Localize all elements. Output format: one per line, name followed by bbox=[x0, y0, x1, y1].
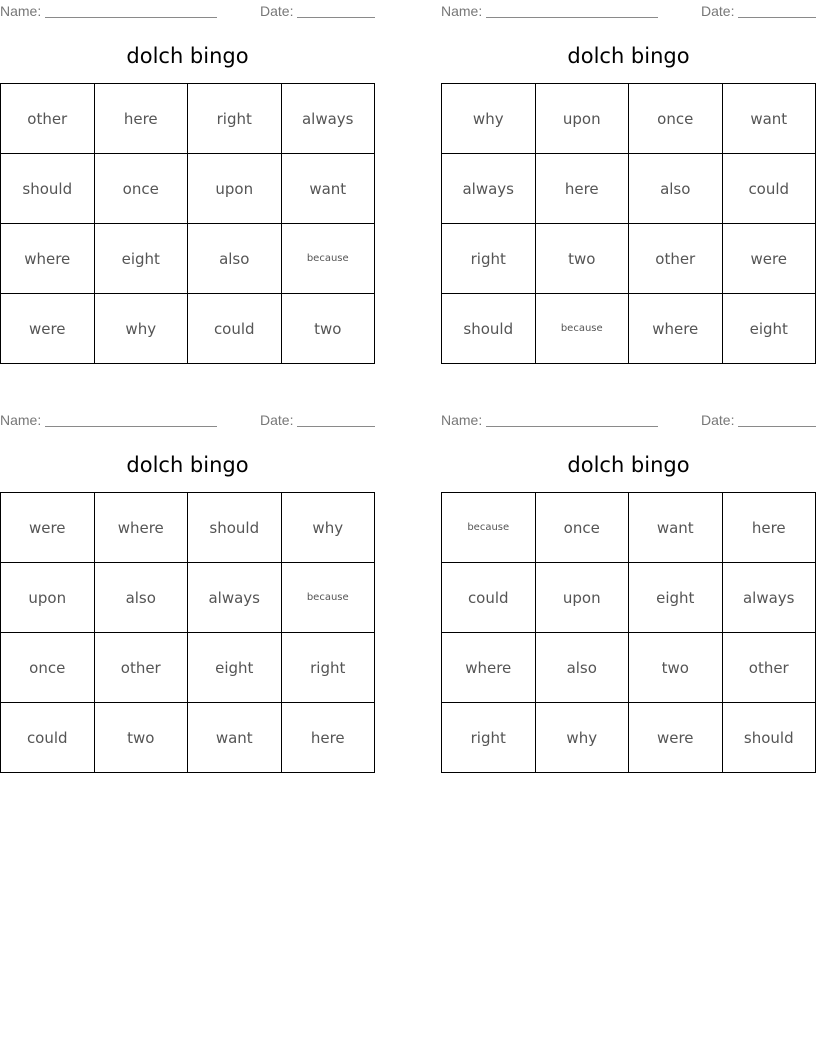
bingo-cell: two bbox=[536, 224, 630, 294]
name-blank-line bbox=[486, 17, 658, 18]
card-title: dolch bingo bbox=[126, 44, 249, 68]
bingo-cell: should bbox=[723, 703, 816, 773]
name-date-header bbox=[0, 3, 375, 19]
name-label: Name: bbox=[0, 412, 42, 428]
bingo-cell: should bbox=[442, 294, 536, 364]
bingo-grid bbox=[0, 492, 375, 773]
bingo-cell: where bbox=[95, 493, 189, 563]
bingo-cell: also bbox=[536, 633, 630, 703]
bingo-cell: upon bbox=[536, 563, 630, 633]
bingo-cell: two bbox=[629, 633, 723, 703]
bingo-cell: were bbox=[1, 493, 95, 563]
bingo-cell: once bbox=[629, 84, 723, 154]
bingo-cell: because bbox=[536, 294, 630, 364]
name-label: Name: bbox=[0, 3, 42, 19]
bingo-cell: also bbox=[188, 224, 282, 294]
bingo-cell: were bbox=[629, 703, 723, 773]
bingo-cell: were bbox=[723, 224, 816, 294]
bingo-cell: want bbox=[629, 493, 723, 563]
bingo-cell: right bbox=[188, 84, 282, 154]
bingo-cell: want bbox=[723, 84, 816, 154]
bingo-cell: where bbox=[442, 633, 536, 703]
bingo-cell: should bbox=[1, 154, 95, 224]
bingo-cell: upon bbox=[188, 154, 282, 224]
bingo-cell: right bbox=[442, 224, 536, 294]
bingo-cell: always bbox=[442, 154, 536, 224]
date-label: Date: bbox=[260, 3, 294, 19]
bingo-cell: eight bbox=[629, 563, 723, 633]
bingo-cell: here bbox=[723, 493, 816, 563]
bingo-cell: eight bbox=[188, 633, 282, 703]
bingo-cell: where bbox=[629, 294, 723, 364]
bingo-cell: eight bbox=[95, 224, 189, 294]
card-title: dolch bingo bbox=[567, 453, 690, 477]
bingo-cell: two bbox=[95, 703, 189, 773]
date-blank-line bbox=[297, 17, 375, 18]
bingo-cell: could bbox=[442, 563, 536, 633]
name-date-header bbox=[0, 412, 375, 428]
date-label: Date: bbox=[701, 412, 735, 428]
bingo-cell: eight bbox=[723, 294, 816, 364]
date-blank-line bbox=[297, 426, 375, 427]
bingo-card-2 bbox=[441, 0, 816, 364]
name-blank-line bbox=[45, 426, 217, 427]
bingo-cell: could bbox=[723, 154, 816, 224]
bingo-cell: because bbox=[282, 224, 376, 294]
bingo-cell: want bbox=[282, 154, 376, 224]
bingo-cell: also bbox=[629, 154, 723, 224]
bingo-cell: always bbox=[723, 563, 816, 633]
date-blank-line bbox=[738, 17, 816, 18]
bingo-cell: want bbox=[188, 703, 282, 773]
date-blank-line bbox=[738, 426, 816, 427]
name-blank-line bbox=[486, 426, 658, 427]
bingo-cell: other bbox=[629, 224, 723, 294]
bingo-cell: why bbox=[442, 84, 536, 154]
date-label: Date: bbox=[701, 3, 735, 19]
bingo-cell: were bbox=[1, 294, 95, 364]
bingo-card-3 bbox=[0, 409, 375, 773]
bingo-cell: because bbox=[442, 493, 536, 563]
bingo-cell: should bbox=[188, 493, 282, 563]
bingo-grid bbox=[0, 83, 375, 364]
name-label: Name: bbox=[441, 412, 483, 428]
bingo-cell: why bbox=[95, 294, 189, 364]
bingo-cell: right bbox=[282, 633, 376, 703]
name-date-header bbox=[441, 3, 816, 19]
bingo-grid bbox=[441, 492, 816, 773]
name-date-header bbox=[441, 412, 816, 428]
card-title: dolch bingo bbox=[567, 44, 690, 68]
bingo-cell: because bbox=[282, 563, 376, 633]
bingo-cell: where bbox=[1, 224, 95, 294]
bingo-cell: other bbox=[723, 633, 816, 703]
bingo-cell: here bbox=[536, 154, 630, 224]
bingo-cell: why bbox=[536, 703, 630, 773]
bingo-cell: why bbox=[282, 493, 376, 563]
bingo-cell: could bbox=[1, 703, 95, 773]
bingo-cell: always bbox=[282, 84, 376, 154]
card-title: dolch bingo bbox=[126, 453, 249, 477]
bingo-cell: other bbox=[95, 633, 189, 703]
bingo-cell: here bbox=[95, 84, 189, 154]
bingo-grid bbox=[441, 83, 816, 364]
bingo-cell: upon bbox=[536, 84, 630, 154]
bingo-cell: other bbox=[1, 84, 95, 154]
bingo-cell: once bbox=[1, 633, 95, 703]
bingo-card-1 bbox=[0, 0, 375, 364]
bingo-card-4 bbox=[441, 409, 816, 773]
bingo-cell: could bbox=[188, 294, 282, 364]
bingo-cell: always bbox=[188, 563, 282, 633]
bingo-cell: upon bbox=[1, 563, 95, 633]
bingo-cell: here bbox=[282, 703, 376, 773]
bingo-cell: right bbox=[442, 703, 536, 773]
name-label: Name: bbox=[441, 3, 483, 19]
date-label: Date: bbox=[260, 412, 294, 428]
bingo-cell: also bbox=[95, 563, 189, 633]
bingo-cell: two bbox=[282, 294, 376, 364]
name-blank-line bbox=[45, 17, 217, 18]
bingo-cell: once bbox=[95, 154, 189, 224]
bingo-cell: once bbox=[536, 493, 630, 563]
